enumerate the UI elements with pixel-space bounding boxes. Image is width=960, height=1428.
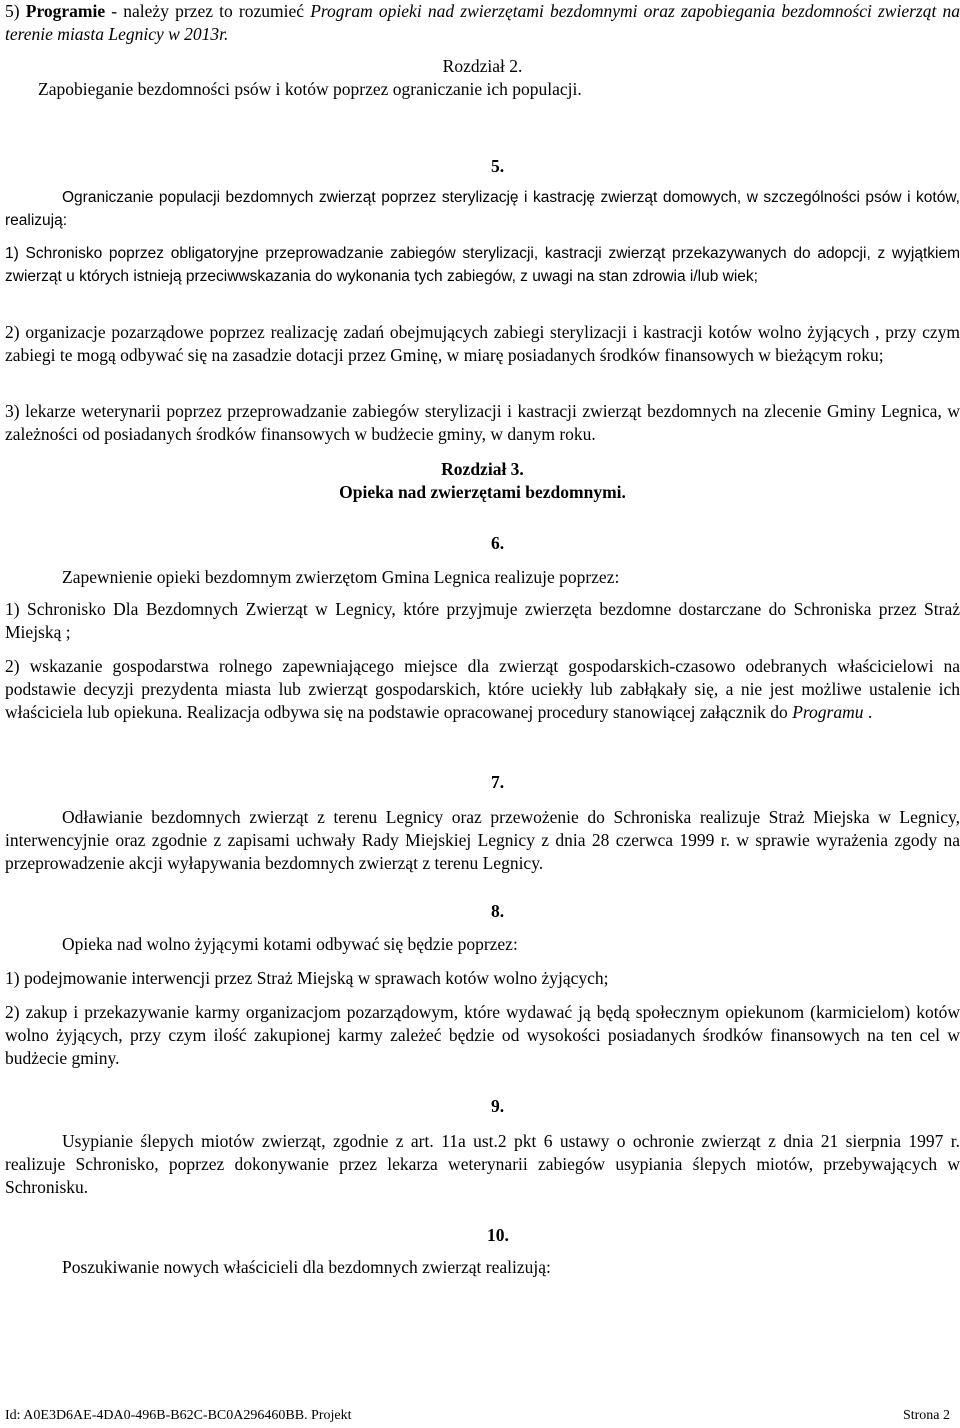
section-9-text: Usypianie ślepych miotów zwierząt, zgodnie z art. 11a ust.2 pkt 6 ustawy o ochronie zwierząt z dnia 21 sierpnia 1997 r. realizuje Schronisko, poprzez dokonywanie przez lekarza weterynarii zabiegów usypiania ślepych miotów, przebywających w Schronisku.	[5, 1131, 960, 1197]
section-8-intro: Opieka nad wolno żyjącymi kotami odbywać się będzie poprzez:	[62, 934, 518, 954]
document-id: Id: A0E3D6AE-4DA0-496B-B62C-BC0A296460BB. Projekt	[5, 1408, 352, 1423]
section-5-label: 5.	[491, 156, 505, 176]
section-5-intro: Ograniczanie populacji bezdomnych zwierząt poprzez sterylizację i kastrację zwierząt domowych, w szczególności psów i kotów, realizują:	[5, 189, 960, 229]
section-7-label: 7.	[491, 772, 505, 792]
section-10-label: 10.	[487, 1225, 509, 1245]
section-6-label: 6.	[491, 533, 505, 553]
chapter-2-number: Rozdział 2.	[442, 56, 523, 76]
definition-programie: 5) Programie - należy przez to rozumieć Program opieki nad zwierzętami bezdomnymi oraz zapobiegania bezdomności zwierząt na terenie miasta Legnicy w 2013r.	[5, 1, 960, 44]
section-6-intro: Zapewnienie opieki bezdomnym zwierzętom Gmina Legnica realizuje poprzez:	[62, 567, 620, 587]
section-8-item-2: 2) zakup i przekazywanie karmy organizacjom pozarządowym, które wydawać ją będą społecznym opiekunom (karmicielom) kotów wolno żyjących, przy czym ilość zakupionej karmy zależeć będzie od wysokości posiadanych środków finansowych na ten cel w budżecie gminy.	[5, 1002, 960, 1068]
section-5-item-1: 1) Schronisko poprzez obligatoryjne przeprowadzanie zabiegów sterylizacji, kastracji zwierząt przekazywanych do adopcji, z wyjątkiem zwierząt u których istnieją przeciwwskazania do wykonania tych zabiegów, z uwagi na stan zdrowia i/lub wiek;	[5, 245, 960, 285]
section-10-intro: Poszukiwanie nowych właścicieli dla bezdomnych zwierząt realizują:	[62, 1257, 551, 1277]
section-9-label: 9.	[491, 1096, 505, 1116]
program-title: Program opieki nad zwierzętami bezdomnymi oraz zapobiegania bezdomności zwierząt na terenie miasta Legnicy w 2013r.	[5, 1, 960, 44]
section-8-label: 8.	[491, 901, 505, 921]
section-5-item-2: 2) organizacje pozarządowe poprzez realizację zadań obejmujących zabiegi sterylizacji i kastracji kotów wolno żyjących , przy czym zabiegi te mogą odbywać się na zasadzie dotacji przez Gminę, w miarę posiadanych środków finansowych w bieżącym roku;	[5, 322, 960, 365]
term-programie: Programie	[25, 1, 106, 21]
section-5-item-3: 3) lekarze weterynarii poprzez przeprowadzanie zabiegów sterylizacji i kastracji zwierząt bezdomnych na zlecenie Gminy Legnica, w zależności od posiadanych środków finansowych w budżecie gminy, w danym roku.	[5, 401, 960, 444]
section-6-item-1: 1) Schronisko Dla Bezdomnych Zwierząt w Legnicy, które przyjmuje zwierzęta bezdomne dostarczane do Schroniska przez Straż Miejską ;	[5, 599, 960, 642]
page-number: Strona 2	[902, 1408, 950, 1423]
section-6-item-2: 2) wskazanie gospodarstwa rolnego zapewniającego miejsce dla zwierząt gospodarskich-czasowo odebranych właścicielowi na podstawie decyzji prezydenta miasta lub zwierząt gospodarskich, które uciekły lub zabłąkały się, a nie jest możliwe ustalenie ich właściciela lub opiekuna. Realizacja odbywa się na podstawie opracowanej procedury stanowiącej załącznik do Programu .	[5, 656, 960, 722]
chapter-3-number: Rozdział 3.	[441, 459, 524, 479]
chapter-3-title: Opieka nad zwierzętami bezdomnymi.	[339, 482, 626, 502]
section-7-text: Odławianie bezdomnych zwierząt z terenu Legnicy oraz przewożenie do Schroniska realizuje Straż Miejska w Legnicy, interwencyjnie oraz zgodnie z zapisami uchwały Rady Miejskiej Legnicy z dnia 28 czerwca 1999 r. w sprawie wyrażenia zgody na przeprowadzenie akcji wyłapywania bezdomnych zwierząt z terenu Legnicy.	[5, 807, 960, 873]
section-8-item-1: 1) podejmowanie interwencji przez Straż Miejską w sprawach kotów wolno żyjących;	[5, 968, 609, 988]
chapter-2-title: Zapobieganie bezdomności psów i kotów poprzez ograniczanie ich populacji.	[38, 79, 582, 99]
